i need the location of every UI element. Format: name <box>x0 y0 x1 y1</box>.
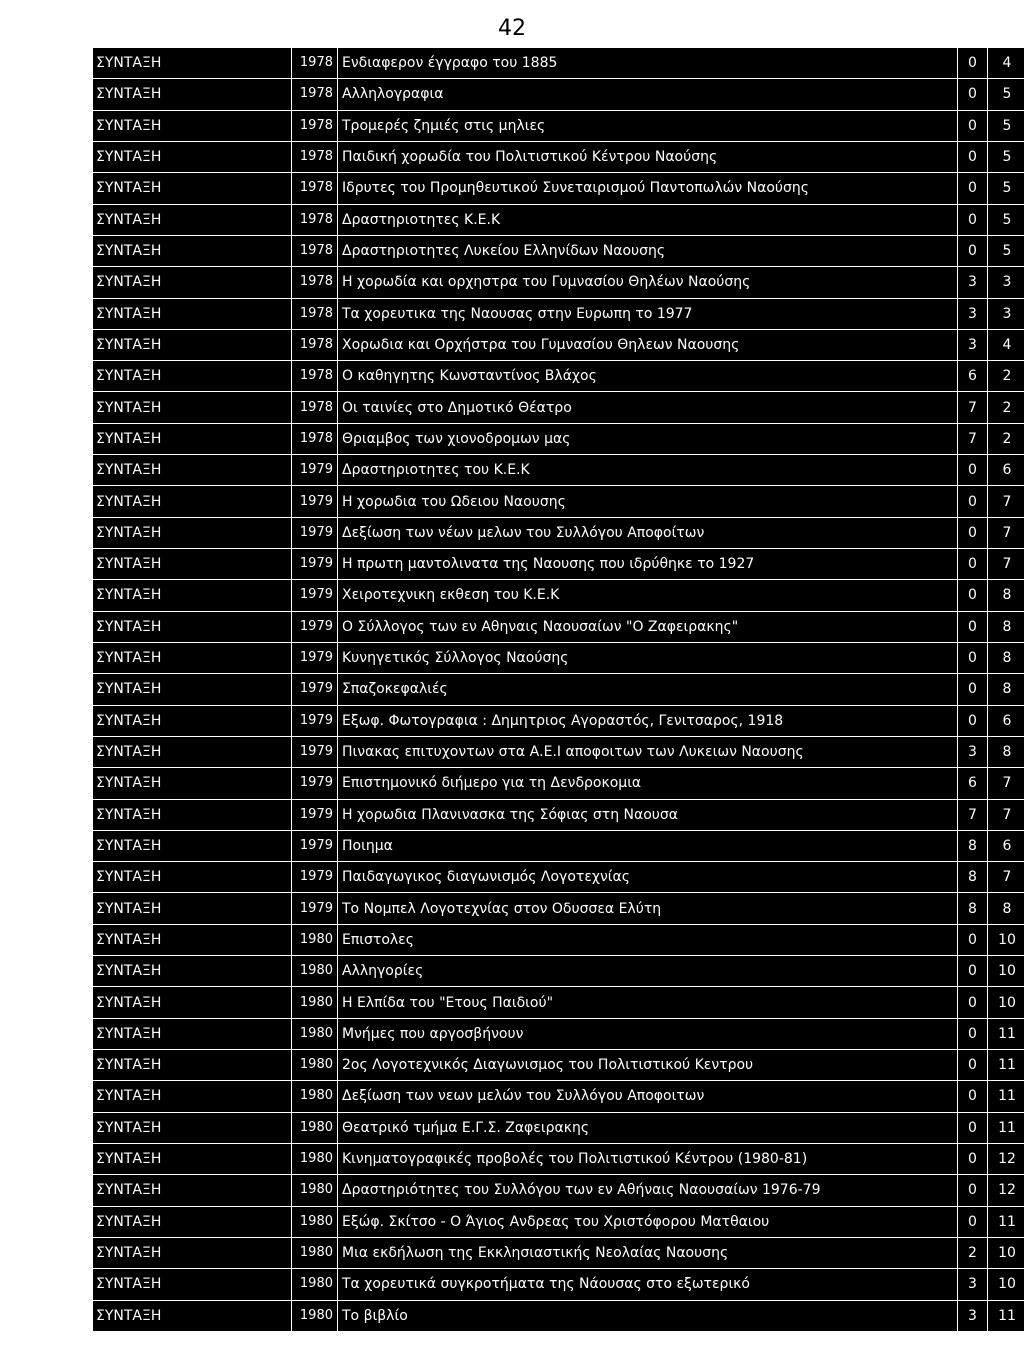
table-row <box>93 1175 1024 1206</box>
title-cell: Θεατρικό τμήμα Ε.Γ.Σ. Ζαφειρακης <box>338 1112 958 1143</box>
title-cell: Η πρωτη μαντολινατα της Ναουσης που ιδρύθηκε το 1927 <box>338 549 958 580</box>
table-row <box>93 893 1024 924</box>
issue-number-cell: 0 <box>958 79 988 110</box>
category-cell: ΣΥΝΤΑΞΗ <box>93 862 292 893</box>
year-cell: 1979 <box>292 862 338 893</box>
category-cell: ΣΥΝΤΑΞΗ <box>93 392 292 423</box>
page-number-cell: 7 <box>988 486 1024 517</box>
table-row <box>93 611 1024 642</box>
category-cell: ΣΥΝΤΑΞΗ <box>93 329 292 360</box>
page-number-cell: 7 <box>988 799 1024 830</box>
table-row <box>93 517 1024 548</box>
year-cell: 1980 <box>292 1018 338 1049</box>
issue-number-cell: 0 <box>958 1081 988 1112</box>
year-cell: 1978 <box>292 110 338 141</box>
title-cell: Ενδιαφερον έγγραφο του 1885 <box>338 48 958 79</box>
category-cell: ΣΥΝΤΑΞΗ <box>93 799 292 830</box>
title-cell: Μνήμες που αργοσβήνουν <box>338 1018 958 1049</box>
table-row <box>93 956 1024 987</box>
year-cell: 1979 <box>292 486 338 517</box>
year-cell: 1980 <box>292 956 338 987</box>
table-row <box>93 298 1024 329</box>
index-table-container <box>92 47 1024 1332</box>
issue-number-cell: 2 <box>958 1237 988 1268</box>
category-cell: ΣΥΝΤΑΞΗ <box>93 830 292 861</box>
issue-number-cell: 0 <box>958 924 988 955</box>
category-cell: ΣΥΝΤΑΞΗ <box>93 1112 292 1143</box>
page-number-cell: 8 <box>988 642 1024 673</box>
title-cell: Χορωδια και Ορχήστρα του Γυμνασίου Θηλεων Ναουσης <box>338 329 958 360</box>
table-row <box>93 423 1024 454</box>
category-cell: ΣΥΝΤΑΞΗ <box>93 1175 292 1206</box>
table-row <box>93 1018 1024 1049</box>
category-cell: ΣΥΝΤΑΞΗ <box>93 361 292 392</box>
table-row <box>93 705 1024 736</box>
year-cell: 1980 <box>292 987 338 1018</box>
title-cell: Δεξίωση των νεων μελών του Συλλόγου Αποφοιτων <box>338 1081 958 1112</box>
page-number-cell: 4 <box>988 329 1024 360</box>
table-row <box>93 1300 1024 1332</box>
issue-number-cell: 0 <box>958 674 988 705</box>
issue-number-cell: 0 <box>958 235 988 266</box>
issue-number-cell: 8 <box>958 862 988 893</box>
table-row <box>93 204 1024 235</box>
year-cell: 1980 <box>292 1206 338 1237</box>
title-cell: Ιδρυτες του Προμηθευτικού Συνεταιρισμού Παντοπωλών Ναούσης <box>338 173 958 204</box>
issue-number-cell: 0 <box>958 611 988 642</box>
category-cell: ΣΥΝΤΑΞΗ <box>93 1050 292 1081</box>
issue-number-cell: 6 <box>958 768 988 799</box>
table-row <box>93 642 1024 673</box>
issue-number-cell: 0 <box>958 549 988 580</box>
page-number-cell: 11 <box>988 1300 1024 1332</box>
category-cell: ΣΥΝΤΑΞΗ <box>93 173 292 204</box>
category-cell: ΣΥΝΤΑΞΗ <box>93 423 292 454</box>
table-row <box>93 1206 1024 1237</box>
page-number-cell: 5 <box>988 79 1024 110</box>
issue-number-cell: 7 <box>958 423 988 454</box>
table-row <box>93 1050 1024 1081</box>
table-row <box>93 799 1024 830</box>
table-row <box>93 486 1024 517</box>
title-cell: Σπαζοκεφαλιές <box>338 674 958 705</box>
page-number-cell: 10 <box>988 987 1024 1018</box>
year-cell: 1978 <box>292 298 338 329</box>
category-cell: ΣΥΝΤΑΞΗ <box>93 549 292 580</box>
table-row <box>93 987 1024 1018</box>
page-number-cell: 7 <box>988 517 1024 548</box>
title-cell: Επιστολες <box>338 924 958 955</box>
page-number-cell: 8 <box>988 580 1024 611</box>
year-cell: 1978 <box>292 173 338 204</box>
page-number-cell: 11 <box>988 1112 1024 1143</box>
table-row <box>93 924 1024 955</box>
page-number-cell: 8 <box>988 674 1024 705</box>
year-cell: 1978 <box>292 392 338 423</box>
title-cell: Τα χορευτικα της Ναουσας στην Ευρωπη το 1977 <box>338 298 958 329</box>
year-cell: 1978 <box>292 204 338 235</box>
issue-number-cell: 0 <box>958 1206 988 1237</box>
title-cell: Τα χορευτικά συγκροτήματα της Νάουσας στο εξωτερικό <box>338 1269 958 1300</box>
year-cell: 1978 <box>292 141 338 172</box>
year-cell: 1980 <box>292 924 338 955</box>
title-cell: Ο Σύλλογος των εν Αθηναις Ναουσαίων "Ο Ζαφειρακης" <box>338 611 958 642</box>
title-cell: Η Ελπίδα του "Ετους Παιδιού" <box>338 987 958 1018</box>
table-row <box>93 674 1024 705</box>
table-row <box>93 862 1024 893</box>
page-number-cell: 12 <box>988 1175 1024 1206</box>
title-cell: Δραστηριότητες του Συλλόγου των εν Αθήναις Ναουσαίων 1976-79 <box>338 1175 958 1206</box>
year-cell: 1978 <box>292 267 338 298</box>
issue-number-cell: 3 <box>958 298 988 329</box>
title-cell: 2ος Λογοτεχνικός Διαγωνισμος του Πολιτιστικού Κεντρου <box>338 1050 958 1081</box>
page-number-cell: 3 <box>988 267 1024 298</box>
table-row <box>93 455 1024 486</box>
table-row <box>93 1081 1024 1112</box>
page-number-cell: 11 <box>988 1050 1024 1081</box>
table-row <box>93 1143 1024 1174</box>
title-cell: Κινηματογραφικές προβολές του Πολιτιστικού Κέντρου (1980-81) <box>338 1143 958 1174</box>
year-cell: 1979 <box>292 580 338 611</box>
category-cell: ΣΥΝΤΑΞΗ <box>93 1081 292 1112</box>
year-cell: 1979 <box>292 799 338 830</box>
year-cell: 1979 <box>292 517 338 548</box>
page-number-cell: 2 <box>988 361 1024 392</box>
category-cell: ΣΥΝΤΑΞΗ <box>93 736 292 767</box>
page-number: 42 <box>498 16 526 41</box>
category-cell: ΣΥΝΤΑΞΗ <box>93 455 292 486</box>
year-cell: 1979 <box>292 455 338 486</box>
page-number-cell: 7 <box>988 549 1024 580</box>
category-cell: ΣΥΝΤΑΞΗ <box>93 956 292 987</box>
title-cell: Δραστηριοτητες Λυκείου Ελληνίδων Ναουσης <box>338 235 958 266</box>
category-cell: ΣΥΝΤΑΞΗ <box>93 674 292 705</box>
issue-number-cell: 7 <box>958 799 988 830</box>
issue-number-cell: 0 <box>958 1018 988 1049</box>
index-table <box>92 47 1024 1332</box>
issue-number-cell: 0 <box>958 173 988 204</box>
category-cell: ΣΥΝΤΑΞΗ <box>93 486 292 517</box>
page-number-cell: 11 <box>988 1206 1024 1237</box>
title-cell: Η χορωδία και ορχηστρα του Γυμνασίου Θηλέων Ναούσης <box>338 267 958 298</box>
title-cell: Μια εκδήλωση της Εκκλησιαστικής Νεολαίας Ναουσης <box>338 1237 958 1268</box>
table-row <box>93 768 1024 799</box>
year-cell: 1980 <box>292 1237 338 1268</box>
page-number-cell: 8 <box>988 893 1024 924</box>
category-cell: ΣΥΝΤΑΞΗ <box>93 1300 292 1332</box>
category-cell: ΣΥΝΤΑΞΗ <box>93 580 292 611</box>
page-number-cell: 12 <box>988 1143 1024 1174</box>
title-cell: Παιδαγωγικος διαγωνισμός Λογοτεχνίας <box>338 862 958 893</box>
issue-number-cell: 8 <box>958 830 988 861</box>
title-cell: Χειροτεχνικη εκθεση του Κ.Ε.Κ <box>338 580 958 611</box>
category-cell: ΣΥΝΤΑΞΗ <box>93 1143 292 1174</box>
page-number-cell: 10 <box>988 1237 1024 1268</box>
page-number-cell: 8 <box>988 736 1024 767</box>
page-number-cell: 5 <box>988 110 1024 141</box>
title-cell: Παιδική χορωδία του Πολιτιστικού Κέντρου Ναούσης <box>338 141 958 172</box>
year-cell: 1978 <box>292 48 338 79</box>
issue-number-cell: 0 <box>958 580 988 611</box>
table-row <box>93 736 1024 767</box>
title-cell: Η χορωδια Πλανινασκα της Σόφιας στη Ναουσα <box>338 799 958 830</box>
page-number-cell: 2 <box>988 392 1024 423</box>
issue-number-cell: 8 <box>958 893 988 924</box>
title-cell: Κυνηγετικός Σύλλογος Ναούσης <box>338 642 958 673</box>
page-number-cell: 5 <box>988 204 1024 235</box>
issue-number-cell: 0 <box>958 705 988 736</box>
year-cell: 1980 <box>292 1300 338 1332</box>
issue-number-cell: 6 <box>958 361 988 392</box>
year-cell: 1980 <box>292 1081 338 1112</box>
table-row <box>93 1237 1024 1268</box>
page-number-cell: 5 <box>988 235 1024 266</box>
table-row <box>93 549 1024 580</box>
index-table-body <box>93 48 1024 1332</box>
title-cell: Οι ταινίες στο Δημοτικό Θέατρο <box>338 392 958 423</box>
issue-number-cell: 0 <box>958 141 988 172</box>
issue-number-cell: 7 <box>958 392 988 423</box>
title-cell: Δεξίωση των νέων μελων του Συλλόγου Αποφοίτων <box>338 517 958 548</box>
year-cell: 1980 <box>292 1175 338 1206</box>
year-cell: 1979 <box>292 893 338 924</box>
table-row <box>93 580 1024 611</box>
title-cell: Ποιημα <box>338 830 958 861</box>
issue-number-cell: 0 <box>958 455 988 486</box>
page-number-cell: 11 <box>988 1081 1024 1112</box>
table-row <box>93 361 1024 392</box>
title-cell: Η χορωδια του Ωδειου Ναουσης <box>338 486 958 517</box>
category-cell: ΣΥΝΤΑΞΗ <box>93 48 292 79</box>
category-cell: ΣΥΝΤΑΞΗ <box>93 235 292 266</box>
category-cell: ΣΥΝΤΑΞΗ <box>93 611 292 642</box>
table-row <box>93 141 1024 172</box>
year-cell: 1980 <box>292 1143 338 1174</box>
title-cell: Το Νομπελ Λογοτεχνίας στον Οδυσσεα Ελύτη <box>338 893 958 924</box>
issue-number-cell: 0 <box>958 48 988 79</box>
issue-number-cell: 0 <box>958 1143 988 1174</box>
page-number-cell: 7 <box>988 768 1024 799</box>
issue-number-cell: 0 <box>958 1112 988 1143</box>
title-cell: Αλληγορίες <box>338 956 958 987</box>
page-number-cell: 5 <box>988 141 1024 172</box>
page-number-cell: 3 <box>988 298 1024 329</box>
year-cell: 1979 <box>292 674 338 705</box>
page-number-cell: 6 <box>988 830 1024 861</box>
page-number-cell: 10 <box>988 1269 1024 1300</box>
page-number-cell: 7 <box>988 862 1024 893</box>
table-row <box>93 329 1024 360</box>
category-cell: ΣΥΝΤΑΞΗ <box>93 1206 292 1237</box>
issue-number-cell: 3 <box>958 329 988 360</box>
category-cell: ΣΥΝΤΑΞΗ <box>93 298 292 329</box>
category-cell: ΣΥΝΤΑΞΗ <box>93 1269 292 1300</box>
year-cell: 1979 <box>292 736 338 767</box>
year-cell: 1980 <box>292 1269 338 1300</box>
page-number-cell: 6 <box>988 455 1024 486</box>
issue-number-cell: 3 <box>958 267 988 298</box>
title-cell: Το βιβλίο <box>338 1300 958 1332</box>
category-cell: ΣΥΝΤΑΞΗ <box>93 1237 292 1268</box>
issue-number-cell: 0 <box>958 1175 988 1206</box>
category-cell: ΣΥΝΤΑΞΗ <box>93 1018 292 1049</box>
year-cell: 1980 <box>292 1112 338 1143</box>
year-cell: 1979 <box>292 768 338 799</box>
category-cell: ΣΥΝΤΑΞΗ <box>93 79 292 110</box>
category-cell: ΣΥΝΤΑΞΗ <box>93 267 292 298</box>
table-row <box>93 48 1024 79</box>
page-number-cell: 10 <box>988 956 1024 987</box>
category-cell: ΣΥΝΤΑΞΗ <box>93 705 292 736</box>
table-row <box>93 110 1024 141</box>
page-number-cell: 8 <box>988 611 1024 642</box>
year-cell: 1978 <box>292 361 338 392</box>
category-cell: ΣΥΝΤΑΞΗ <box>93 517 292 548</box>
year-cell: 1979 <box>292 705 338 736</box>
category-cell: ΣΥΝΤΑΞΗ <box>93 924 292 955</box>
table-row <box>93 235 1024 266</box>
issue-number-cell: 0 <box>958 1050 988 1081</box>
table-row <box>93 173 1024 204</box>
category-cell: ΣΥΝΤΑΞΗ <box>93 893 292 924</box>
year-cell: 1979 <box>292 642 338 673</box>
title-cell: Θριαμβος των χιονοδρομων μας <box>338 423 958 454</box>
category-cell: ΣΥΝΤΑΞΗ <box>93 204 292 235</box>
table-row <box>93 392 1024 423</box>
table-row <box>93 1112 1024 1143</box>
title-cell: Αλληλογραφια <box>338 79 958 110</box>
category-cell: ΣΥΝΤΑΞΗ <box>93 141 292 172</box>
title-cell: Δραστηριοτητες Κ.Ε.Κ <box>338 204 958 235</box>
issue-number-cell: 0 <box>958 486 988 517</box>
issue-number-cell: 0 <box>958 204 988 235</box>
year-cell: 1978 <box>292 79 338 110</box>
title-cell: Εξώφ. Σκίτσο - Ο Άγιος Ανδρεας του Χριστόφορου Ματθαιου <box>338 1206 958 1237</box>
issue-number-cell: 0 <box>958 110 988 141</box>
page-number-cell: 5 <box>988 173 1024 204</box>
table-row <box>93 79 1024 110</box>
issue-number-cell: 0 <box>958 642 988 673</box>
year-cell: 1979 <box>292 549 338 580</box>
table-row <box>93 1269 1024 1300</box>
title-cell: Ο καθηγητης Κωνσταντίνος Βλάχος <box>338 361 958 392</box>
page-number-cell: 10 <box>988 924 1024 955</box>
title-cell: Εξωφ. Φωτογραφια : Δημητριος Αγοραστός, Γενιτσαρος, 1918 <box>338 705 958 736</box>
title-cell: Τρομερές ζημιές στις μηλιες <box>338 110 958 141</box>
page-number-cell: 2 <box>988 423 1024 454</box>
issue-number-cell: 3 <box>958 1269 988 1300</box>
page-number-cell: 4 <box>988 48 1024 79</box>
year-cell: 1979 <box>292 830 338 861</box>
table-row <box>93 267 1024 298</box>
year-cell: 1978 <box>292 235 338 266</box>
category-cell: ΣΥΝΤΑΞΗ <box>93 642 292 673</box>
category-cell: ΣΥΝΤΑΞΗ <box>93 110 292 141</box>
title-cell: Πινακας επιτυχοντων στα Α.Ε.Ι αποφοιτων των Λυκειων Ναουσης <box>338 736 958 767</box>
year-cell: 1980 <box>292 1050 338 1081</box>
title-cell: Επιστημονικό διήμερο για τη Δενδροκομια <box>338 768 958 799</box>
year-cell: 1978 <box>292 329 338 360</box>
issue-number-cell: 3 <box>958 1300 988 1332</box>
category-cell: ΣΥΝΤΑΞΗ <box>93 987 292 1018</box>
title-cell: Δραστηριοτητες του Κ.Ε.Κ <box>338 455 958 486</box>
page-number-cell: 6 <box>988 705 1024 736</box>
year-cell: 1979 <box>292 611 338 642</box>
issue-number-cell: 0 <box>958 987 988 1018</box>
issue-number-cell: 3 <box>958 736 988 767</box>
table-row <box>93 830 1024 861</box>
year-cell: 1978 <box>292 423 338 454</box>
page-number-cell: 11 <box>988 1018 1024 1049</box>
issue-number-cell: 0 <box>958 956 988 987</box>
category-cell: ΣΥΝΤΑΞΗ <box>93 768 292 799</box>
issue-number-cell: 0 <box>958 517 988 548</box>
